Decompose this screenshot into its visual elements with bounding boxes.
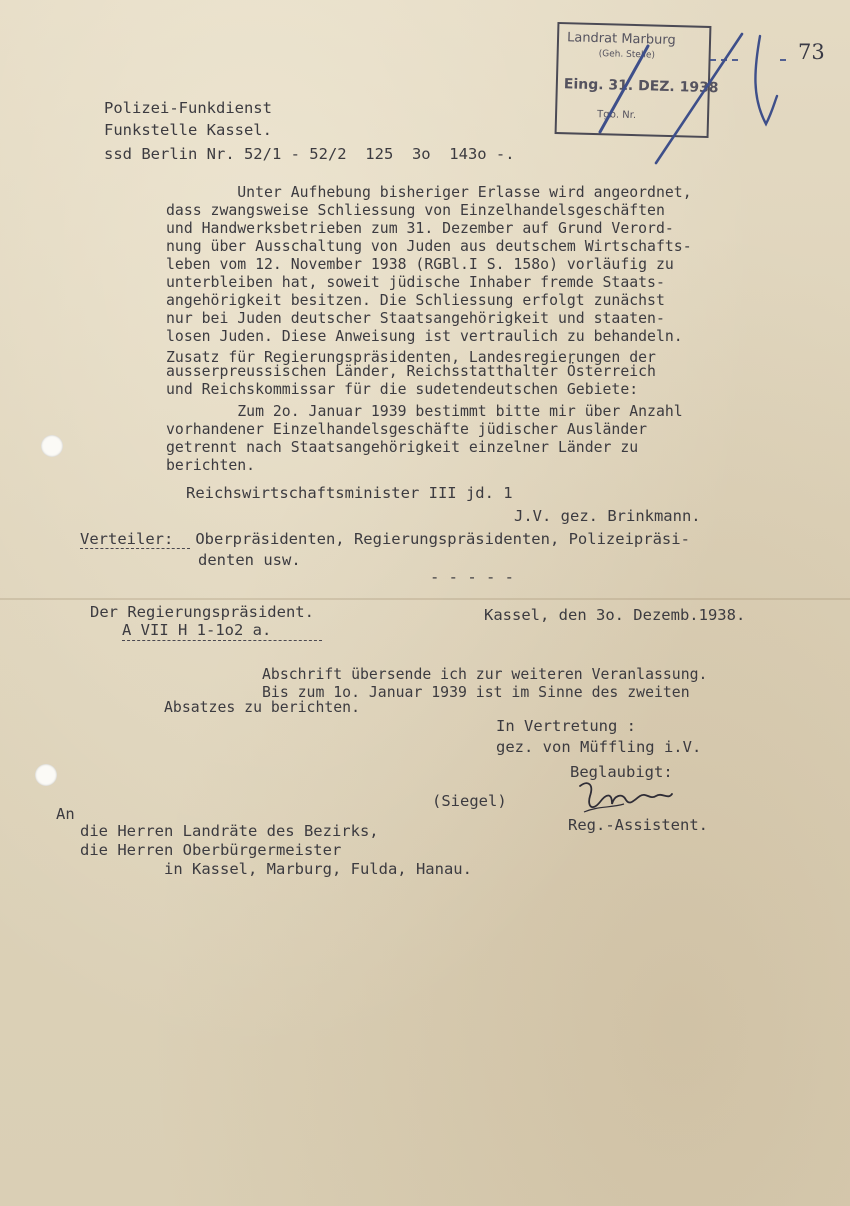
page-number: 73 <box>798 40 825 64</box>
distribution-line-2: denten usw. <box>198 551 301 569</box>
deputy-line: In Vertretung : <box>496 717 636 735</box>
distribution-line-1: Oberpräsidenten, Regierungspräsidenten, Polizeipräsi- <box>186 530 690 548</box>
para3-line: berichten. <box>166 457 256 474</box>
recipient-cities-line: in Kassel, Marburg, Fulda, Hanau. <box>164 860 472 878</box>
stamp-date: Eing. 31. DEZ. 1938 <box>563 76 719 97</box>
header-line-3: ssd Berlin Nr. 52/1 - 52/2 125 3o 143o -. <box>104 145 515 163</box>
reference-line: A VII H 1-1o2 a. <box>122 621 272 639</box>
recipient-line: die Herren Landräte des Bezirks, <box>80 822 379 840</box>
header-line-2: Funkstelle Kassel. <box>104 121 272 139</box>
para2-line: Zusatz für Regierungspräsidenten, Landesregierungen der <box>166 349 656 366</box>
separator: - - - - - <box>430 568 514 586</box>
signatory-line: J.V. gez. Brinkmann. <box>514 507 701 525</box>
place-date-line: Kassel, den 3o. Dezemb.1938. <box>484 606 746 624</box>
para3-line: vorhandener Einzelhandelsgeschäfte jüdischer Ausländer <box>166 421 648 438</box>
punch-hole-lower <box>35 764 57 786</box>
address-to: An <box>56 805 75 823</box>
stamp-section: (Geh. Stelle) <box>598 49 656 61</box>
seal-line: (Siegel) <box>432 792 507 810</box>
stamp-journal: Tgb. Nr. <box>596 109 637 122</box>
ministry-line: Reichswirtschaftsminister III jd. 1 <box>186 484 513 502</box>
paper-fold <box>0 598 850 600</box>
cover-note-line: Abschrift übersende ich zur weiteren Veranlassung. <box>262 666 708 683</box>
cover-note-line: Absatzes zu berichten. <box>164 699 360 716</box>
para1-line: und Handwerksbetrieben zum 31. Dezember auf Grund Verord- <box>166 220 674 237</box>
reference-underline <box>122 640 322 641</box>
header-line-1: Polizei-Funkdienst <box>104 99 272 117</box>
distribution-label-underline <box>80 548 190 549</box>
stamp-office: Landrat Marburg <box>566 30 676 49</box>
para1-line: Unter Aufhebung bisheriger Erlasse wird angeordnet, <box>166 184 692 201</box>
para1-line: leben vom 12. November 1938 (RGBl.I S. 158o) vorläufig zu <box>166 256 674 273</box>
para2-line: ausserpreussischen Länder, Reichsstatthalter Österreich <box>166 363 656 380</box>
para3-line: Zum 2o. Januar 1939 bestimmt bitte mir über Anzahl <box>166 403 683 420</box>
certified-line: Beglaubigt: <box>570 763 673 781</box>
cover-note-line: Bis zum 1o. Januar 1939 ist im Sinne des zweiten <box>262 684 690 701</box>
punch-hole-upper <box>41 435 63 457</box>
para1-line: nung über Ausschaltung von Juden aus deutschem Wirtschafts- <box>166 238 692 255</box>
para2-line: und Reichskommissar für die sudetendeutschen Gebiete: <box>166 381 639 398</box>
pencil-initial-mark <box>755 36 777 124</box>
handwritten-signature <box>580 783 672 807</box>
para1-line: dass zwangsweise Schliessung von Einzelhandelsgeschäften <box>166 202 665 219</box>
para1-line: losen Juden. Diese Anweisung ist vertraulich zu behandeln. <box>166 328 683 345</box>
deputy-name-line: gez. von Müffling i.V. <box>496 738 702 756</box>
recipient-line: die Herren Oberbürgermeister <box>80 841 342 859</box>
para1-line: angehörigkeit besitzen. Die Schliessung erfolgt zunächst <box>166 292 665 309</box>
para3-line: getrennt nach Staatsangehörigkeit einzelner Länder zu <box>166 439 639 456</box>
authority-line: Der Regierungspräsident. <box>90 603 314 621</box>
clerk-line: Reg.-Assistent. <box>568 816 708 834</box>
distribution-label: Verteiler: <box>80 530 174 548</box>
para1-line: unterbleiben hat, soweit jüdische Inhaber fremde Staats- <box>166 274 665 291</box>
para1-line: nur bei Juden deutscher Staatsangehörigkeit und staaten- <box>166 310 665 327</box>
receipt-stamp <box>555 22 719 138</box>
signature-flourish <box>584 804 624 812</box>
